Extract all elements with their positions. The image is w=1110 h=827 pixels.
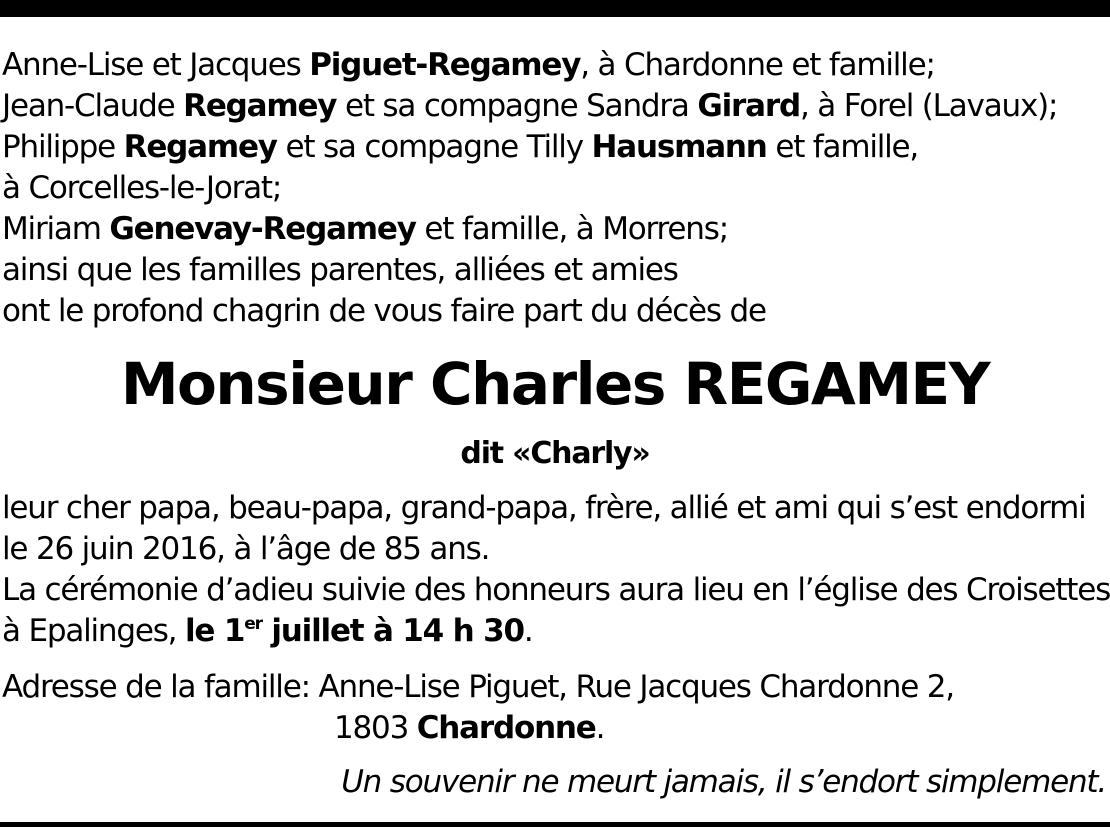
address-city: Chardonne: [416, 710, 596, 746]
family-address-line-2: 1803 Chardonne.: [334, 710, 605, 746]
family-line-6: ainsi que les familles parentes, alliées et amies: [2, 252, 678, 288]
top-border-bar: [0, 0, 1110, 17]
details-line-2: le 26 juin 2016, à l’âge de 85 ans.: [2, 531, 490, 567]
ceremony-date: le 1er juillet à 14 h 30: [185, 613, 524, 649]
family-line-4: à Corcelles-le-Jorat;: [2, 170, 282, 206]
family-name: Girard: [697, 88, 800, 124]
family-name: Hausmann: [591, 129, 767, 165]
details-line-4: à Epalinges, le 1er juillet à 14 h 30.: [2, 613, 533, 649]
obituary-details: [2, 488, 1110, 652]
family-name: Regamey: [183, 88, 337, 124]
family-line-5: Miriam Genevay-Regamey et famille, à Morrens;: [2, 211, 728, 247]
family-name: Genevay-Regamey: [109, 211, 416, 247]
deceased-name: Monsieur Charles REGAMEY: [120, 350, 990, 418]
details-line-3: La cérémonie d’adieu suivie des honneurs aura lieu en l’église des Croisettes: [2, 572, 1110, 608]
deceased-nickname: dit «Charly»: [460, 436, 650, 471]
memorial-quote: Un souvenir ne meurt jamais, il s’endort simplement.: [341, 764, 1106, 800]
family-line-2: Jean-Claude Regamey et sa compagne Sandra Girard, à Forel (Lavaux);: [2, 88, 1058, 124]
family-announcement: [2, 45, 1110, 332]
family-line-7: ont le profond chagrin de vous faire part du décès de: [2, 293, 766, 329]
family-line-3: Philippe Regamey et sa compagne Tilly Hausmann et famille,: [2, 129, 919, 165]
family-line-1: Anne-Lise et Jacques Piguet-Regamey, à Chardonne et famille;: [2, 47, 935, 83]
details-line-1: leur cher papa, beau-papa, grand-papa, frère, allié et ami qui s’est endormi: [2, 490, 1086, 526]
family-name: Piguet-Regamey: [309, 47, 581, 83]
bottom-border-rule: [0, 822, 1110, 827]
family-address-line-1: Adresse de la famille: Anne-Lise Piguet, Rue Jacques Chardonne 2,: [2, 669, 954, 705]
family-name: Regamey: [123, 129, 277, 165]
